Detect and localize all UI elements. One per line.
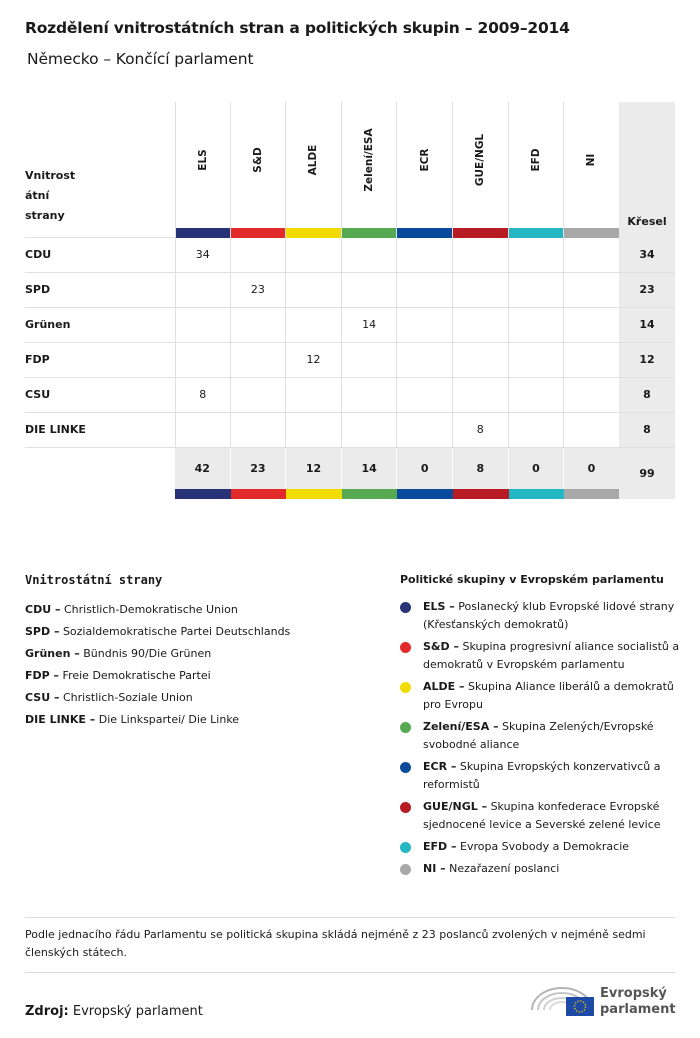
row-seat-total: 12 [619,343,675,377]
seat-cell [286,273,342,307]
table-row [25,343,675,378]
seat-cell [231,378,287,412]
group-color-bar [509,228,564,238]
group-color-bar [397,228,452,238]
group-legend-item: ALDE – Skupina Aliance liberálů a demokratů pro Evropu [400,678,685,714]
party-name: CSU [25,388,51,401]
group-legend-item: NI – Nezařazení poslanci [400,860,685,878]
seat-cell: 34 [175,238,231,272]
seats-column-header: Křesel [619,102,675,238]
group-name: ALDE [307,144,320,176]
national-parties-legend [25,573,370,731]
grand-total-cell: 99 [619,448,675,499]
group-color-dot [400,602,411,613]
group-name: ELS [196,149,209,171]
group-column-header [509,102,565,238]
group-color-bar [342,489,398,499]
party-name: DIE LINKE [25,423,86,436]
seat-cell [342,343,398,377]
source-text: Evropský parlament [68,1004,203,1019]
row-seat-total: 8 [619,413,675,447]
group-color-bar [564,228,619,238]
seat-cell [231,238,287,272]
group-color-bar [286,228,341,238]
group-name: EFD [529,148,542,172]
seat-cell [175,343,231,377]
group-color-bar [175,489,231,499]
party-name: FDP [25,353,50,366]
seat-cell [564,273,620,307]
logo-line2: parlament [600,1002,676,1017]
group-color-bar [509,489,565,499]
group-total-cell: 23 [231,448,287,489]
group-legend-item: Zelení/ESA – Skupina Zelených/Evropské svobodné aliance [400,718,685,754]
group-name: ECR [418,148,431,172]
seat-cell [342,273,398,307]
group-name: S&D [251,147,264,173]
group-column-header [397,102,453,238]
table-row [25,413,675,448]
seat-cell: 8 [453,413,509,447]
logo-text [600,986,676,1018]
group-color-dot [400,802,411,813]
row-seat-total: 8 [619,378,675,412]
party-name: SPD [25,283,51,296]
group-name: GUE/NGL [474,133,487,187]
group-column-header [342,102,398,238]
page-title: Rozdělení vnitrostátních stran a politických skupin – 2009–2014 [25,19,570,37]
seat-cell [564,308,620,342]
seat-cell [453,343,509,377]
parliament-hemicycle-icon [528,980,596,1020]
seat-cell: 12 [286,343,342,377]
seat-cell [453,273,509,307]
seat-cell [453,308,509,342]
seat-cell [342,378,398,412]
seat-cell [509,413,565,447]
seat-cell [509,308,565,342]
group-color-dot [400,762,411,773]
party-legend-item: FDP – Freie Demokratische Partei [25,669,211,682]
seat-cell [286,308,342,342]
seat-cell: 14 [342,308,398,342]
table-row [25,378,675,413]
seat-cell [509,273,565,307]
party-legend-item: DIE LINKE – Die Linkspartei/ Die Linke [25,713,240,726]
totals-row [25,448,675,499]
seat-cell [397,308,453,342]
seat-cell [286,378,342,412]
group-total-cell: 12 [286,448,342,489]
group-color-bar [564,489,620,499]
seat-cell [397,273,453,307]
group-column-header [286,102,342,238]
seat-cell [397,378,453,412]
group-color-bar [342,228,397,238]
seat-cell [453,378,509,412]
party-legend-item: CDU – Christlich-Demokratische Union [25,603,238,616]
table-row [25,308,675,343]
party-legend-item: Grünen – Bündnis 90/Die Grünen [25,647,212,660]
seat-cell [509,378,565,412]
political-groups-legend [400,573,685,882]
logo-line1: Evropský [600,986,667,1001]
seat-cell [231,413,287,447]
group-color-bar [453,489,509,499]
group-total-cell: 8 [453,448,509,489]
seat-cell [564,413,620,447]
group-color-bar [453,228,508,238]
group-name: Zelení/ESA [363,128,376,192]
group-color-dot [400,682,411,693]
group-column-header [231,102,287,238]
national-parties-heading: Vnitrostátní strany [25,573,163,587]
seat-cell: 8 [175,378,231,412]
seat-cell [564,343,620,377]
seat-cell [397,238,453,272]
seat-cell [175,273,231,307]
seat-cell [175,308,231,342]
source-line [25,1004,203,1019]
group-color-bar [231,228,286,238]
party-name: CDU [25,248,52,261]
group-color-bar [231,489,287,499]
table-header [25,102,675,238]
group-total-cell: 0 [397,448,453,489]
seat-cell [286,413,342,447]
group-color-dot [400,642,411,653]
seat-cell: 23 [231,273,287,307]
seat-table [25,102,675,499]
party-column-header: Vnitrost átní strany [25,169,76,222]
group-total-cell: 42 [175,448,231,489]
table-row [25,238,675,273]
row-seat-total: 14 [619,308,675,342]
party-legend-item: SPD – Sozialdemokratische Partei Deutschlands [25,625,291,638]
group-legend-item: GUE/NGL – Skupina konfederace Evropské sjednocené levice a Severské zelené levice [400,798,685,834]
group-column-header [175,102,231,238]
group-legend-item: ECR – Skupina Evropských konzervativců a reformistů [400,758,685,794]
group-color-bar [286,489,342,499]
group-total-cell: 0 [509,448,565,489]
seat-cell [231,343,287,377]
page-subtitle: Německo – Končící parlament [27,50,254,68]
seat-cell [564,238,620,272]
seat-cell [342,413,398,447]
group-color-dot [400,722,411,733]
seat-cell [342,238,398,272]
group-legend-item: ELS – Poslanecký klub Evropské lidové strany (Křesťanských demokratů) [400,598,685,634]
political-groups-heading: Politické skupiny v Evropském parlamentu [400,573,664,586]
seat-cell [397,413,453,447]
seat-cell [509,343,565,377]
seat-cell [231,308,287,342]
seat-cell [453,238,509,272]
group-name: NI [585,153,598,167]
group-legend-item: S&D – Skupina progresivní aliance socialistů a demokratů v Evropském parlamentu [400,638,685,674]
group-column-header [453,102,509,238]
group-column-header [564,102,620,238]
group-total-cell: 14 [342,448,398,489]
group-total-cell: 0 [564,448,620,489]
seat-cell [564,378,620,412]
group-color-dot [400,842,411,853]
row-seat-total: 23 [619,273,675,307]
party-legend-item: CSU – Christlich-Soziale Union [25,691,193,704]
footnote: Podle jednacího řádu Parlamentu se politická skupina skládá nejméně z 23 poslanců zvolených v nejméně sedmi členských státech. [25,917,675,973]
seat-cell [509,238,565,272]
row-seat-total: 34 [619,238,675,272]
group-color-dot [400,864,411,875]
group-color-bar [176,228,230,238]
party-name: Grünen [25,318,71,331]
source-label: Zdroj: [25,1004,69,1019]
seat-cell [175,413,231,447]
group-color-bar [397,489,453,499]
table-row [25,273,675,308]
seat-cell [286,238,342,272]
group-legend-item: EFD – Evropa Svobody a Demokracie [400,838,685,856]
ep-logo [528,980,678,1020]
seat-cell [397,343,453,377]
